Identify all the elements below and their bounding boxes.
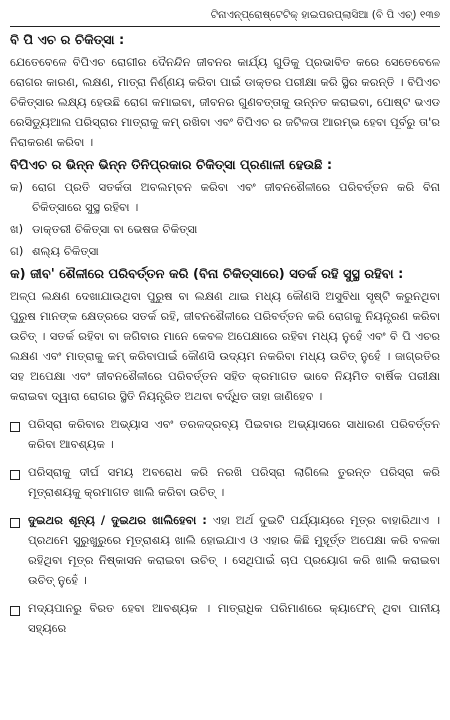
method-text: ଡାକ୍ତରୀ ଚିକିତ୍ସା ବା ଭେଷଜ ଚିକିତ୍ସା — [32, 222, 198, 236]
method-marker: ଖ) — [10, 222, 24, 236]
bullet-text: ପରିସ୍ରାକୁ ଦୀର୍ଘ ସମୟ ଅବରୋଧ କରି ନରଖି ପରିସ୍ରା ଲାଗିଲେ ତୁରନ୍ତ ପରିସ୍ରା କରି ମୂତ୍ରାଶୟକୁ କ୍ରମାଗତ ଖାଲି କରିବା ଉଚିତ୍ । — [28, 465, 440, 499]
lifestyle-paragraph: ଅଳ୍ପ ଲକ୍ଷଣ ଦେଖାଯାଉଥିବା ପୁରୁଷ ବା ଲକ୍ଷଣ ଥାଇ ମଧ୍ୟ କୌଣସି ଅସୁବିଧା ସୃଷ୍ଟି କରୁନଥିବା ପୁରୁଷ ମାନଙ୍କ କ୍ଷେତ୍ରରେ ସତର୍କ ରହି, ଜୀବନଶୈଳୀରେ ପରିବର୍ତ୍ତନ କରି ରୋଗକୁ ନିୟନ୍ତ୍ରଣ କରିବା ଉଚିତ୍ । ସତର୍କ ରହିବା ବା ଜଗିବାର ମାନେ କେବଳ ଅପେକ୍ଷାରେ ରହିବା ମଧ୍ୟ ନୁହେଁ ଏବଂ ବି ପି ଏଚର ଲକ୍ଷଣ ଏବଂ ମାତ୍ରାକୁ କମ୍ କରିବାପାଇଁ କୌଣସି ଉଦ୍ୟମ ନକରିବା ମଧ୍ୟ ଉଚିତ୍ ନୁହେଁ । ଜାଗ୍ରତିର ସହ ଅପେକ୍ଷା ଏବଂ ଜୀବନଶୈଳୀରେ ପରିବର୍ତ୍ତନ ସହିତ କ୍ରମାଗତ ଭାବେ ନିୟମିତ ବାର୍ଷିକ ପରୀକ୍ଷା କରାଇବା ଦ୍ୱାରା ରୋଗର ସ୍ଥିତି ନିୟନ୍ତ୍ରିତ ଅଥବା ବର୍ଦ୍ଧିତ ତାହା ଜାଣିହେବ । — [10, 289, 440, 403]
method-text: ରୋଗ ପ୍ରତି ସତର୍କତା ଅବଲମ୍ବନ କରିବା ଏବଂ ଜୀବନଶୈଳୀରେ ପରିବର୍ତ୍ତନ କରି ବିନା ଚିକିତ୍ସାରେ ସୁସ୍ଥ ରହିବା । — [32, 180, 440, 214]
bullet-text: ଏହା ଅର୍ଥ ଦୁଇଟି ପର୍ଯ୍ୟାୟରେ ମୂତ୍ର ବାହାରିଥାଏ । ପ୍ରଥମେ ସୁରୁଖୁରୁରେ ମୂତ୍ରାଶୟ ଖାଲି ହୋଇଯାଏ ଓ ଏହାର କିଛି ମୁହୂର୍ତ୍ତ ଅପେକ୍ଷା କରି ବଳକା ରହିଥିବା ମୂତ୍ର ନିଷ୍କାସନ କରାଇବା ଉଚିତ୍ । ସେଥିପାଇଁ ଚାପ ପ୍ରୟୋଗ କରି ଖାଲି କରାଇବା ଉଚିତ୍ ନୁହେଁ । — [28, 513, 441, 587]
method-item — [10, 219, 440, 239]
treatment-intro-paragraph: ଯେତେବେଳେ ବିପିଏଚ ରୋଗୀର ଦୈନନ୍ଦିନ ଜୀବନର କାର୍ଯ୍ୟ ଗୁଡିକୁ ପ୍ରଭାବିତ କରେ ସେତେବେଳେ ରୋଗର କାରଣ, ଲକ୍ଷଣ, ମାତ୍ରା ନିର୍ଣ୍ଣୟ କରିବା ପାଇଁ ଡାକ୍ତର ପରୀକ୍ଷା କରି ସ୍ଥିର କରନ୍ତି । ବିପିଏଚ ଚିକିତ୍ସାର ଲକ୍ଷ୍ୟ ହେଉଛି ରୋଗ କମାଇବା, ଜୀବନର ଗୁଣବତ୍ତାକୁ ଉନ୍ନତ କରାଇବା, ପୋଷ୍ଟ ଭଏଡ ରେସିଡ୍ୟୁଆଲ ପରିସ୍ରାର ମାତ୍ରାକୁ କମ୍ ରଖିବା ଏବଂ ବିପିଏଚ ର ଜଟିଳତା ଆରମ୍ଭ ହେବା ପୂର୍ବରୁ ତା'ର ନିରାକରଣ କରିବା । — [10, 55, 440, 149]
section-title-three-methods: ବିପିଏଚ ର ଭିନ୍ନ ଭିନ୍ନ ତିନିପ୍ରକାର ଚିକିତ୍ସା ପ୍ରଣାଳୀ ହେଉଛି : — [10, 158, 333, 173]
checkbox-icon — [10, 606, 20, 616]
bullet-item — [10, 510, 440, 590]
bullet-lead: ଦୁଇଥର ଶୂନ୍ୟ / ଦୁଇଥର ଖାଲିହେବା : — [28, 513, 207, 527]
method-item — [10, 241, 440, 261]
section-title-treatment: ବି ପି ଏଚ ର ଚିକିତ୍ସା : — [10, 33, 125, 48]
bullet-item — [10, 598, 440, 638]
method-marker: ଗ) — [10, 244, 24, 258]
checkbox-icon — [10, 422, 20, 432]
bullet-text: ମଦ୍ୟପାନରୁ ବିରତ ହେବା ଆବଶ୍ୟକ । ମାତ୍ରାଧିକ ପରିମାଣରେ କ୍ୟାଫେନ୍ ଥିବା ପାନୀୟ ସହ୍ୟରେ — [28, 601, 440, 635]
method-item — [10, 177, 440, 217]
section-title-lifestyle: କ) ଜୀବ' ଶୈଳୀରେ ପରିବର୍ତ୍ତନ କରି (ବିନା ଚିକିତ୍ସାରେ) ସତର୍କ ରହି ସୁସ୍ଥ ରହିବା : — [10, 267, 404, 282]
bullet-text: ପରିସ୍ରା କରିବାର ଅଭ୍ୟାସ ଏବଂ ତରଳଦ୍ରବ୍ୟ ପିଇବାର ଅଭ୍ୟାସରେ ସାଧାରଣ ପରିବର୍ତ୍ତନ କରିବା ଆବଶ୍ୟକ । — [28, 417, 440, 451]
method-text: ଶଲ୍ୟ ଚିକିତ୍ସା — [32, 244, 99, 258]
checkbox-icon — [10, 470, 20, 480]
checkbox-icon — [10, 518, 20, 528]
bullet-item — [10, 462, 440, 502]
bullet-item — [10, 414, 440, 454]
running-header: ଟିନାଏନ୍‌ପ୍ରୋଷ୍ଟେଟିକ୍ ହାଇପରପ୍ଲାସିଆ (ବି ପି ଏଚ୍) ୧୩୭ — [10, 0, 440, 27]
method-marker: କ) — [10, 180, 23, 194]
